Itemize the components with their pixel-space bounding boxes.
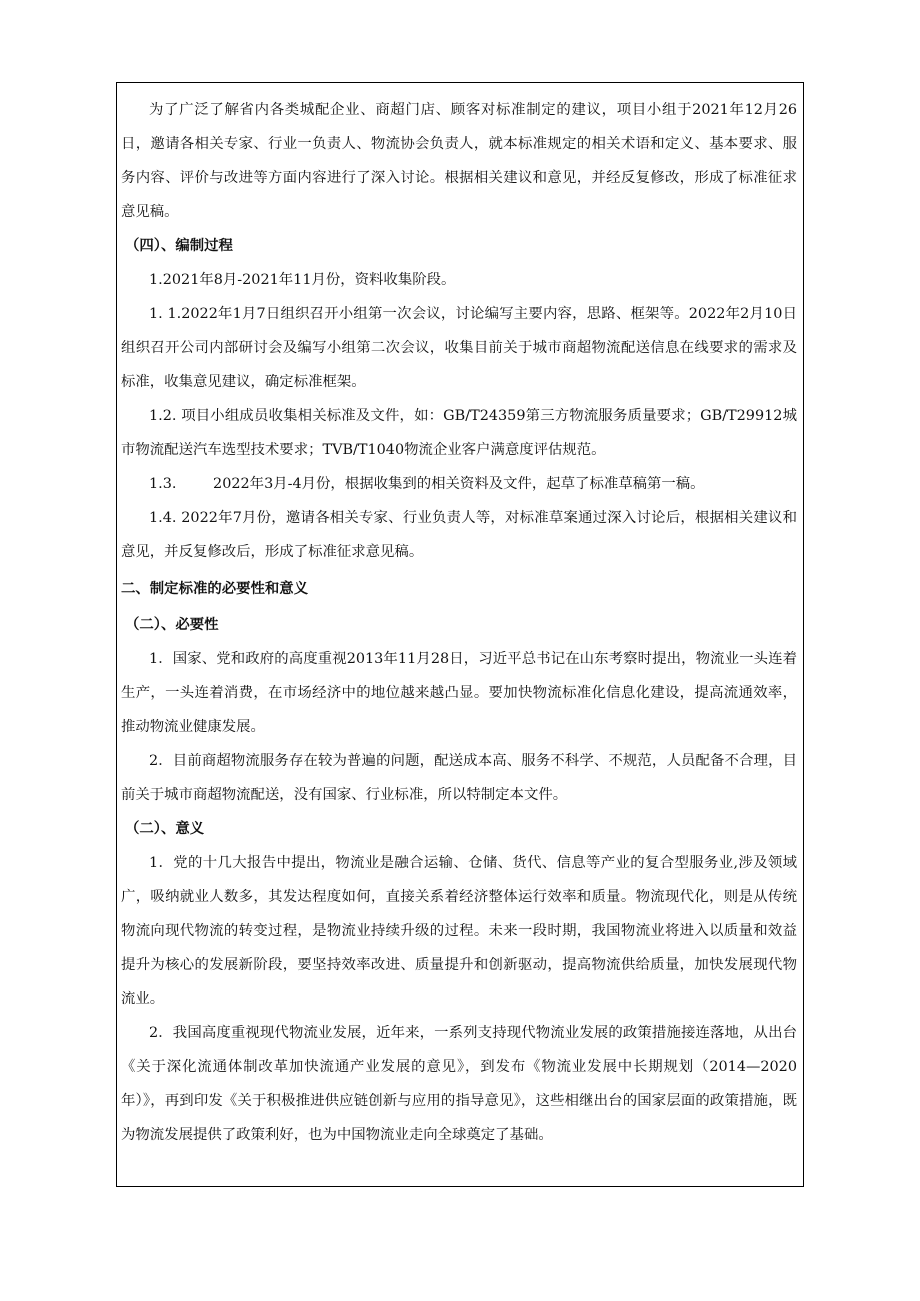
document-body <box>116 82 804 1187</box>
paragraph: 1.4. 2022年7月份，邀请各相关专家、行业负责人等，对标准草案通过深入讨论后，根据相关建议和意见，并反复修改后，形成了标准征求意见稿。 <box>121 510 797 560</box>
paragraph: 1．党的十几大报告中提出，物流业是融合运输、仓储、货代、信息等产业的复合型服务业,涉及领域广，吸纳就业人数多，其发达程度如何，直接关系着经济整体运行效率和质量。物流现代化，则是从传统物流向现代物流的转变过程，是物流业持续升级的过程。未来一段时期，我国物流业将进入以质量和效益提升为核心的发展新阶段，要坚持效率改进、质量提升和创新驱动，提高物流供给质量，加快发展现代物流业。 <box>121 855 797 1007</box>
paragraph: 1．国家、党和政府的高度重视2013年11月28日，习近平总书记在山东考察时提出，物流业一头连着生产，一头连着消费，在市场经济中的地位越来越凸显。要加快物流标准化信息化建设，提高流通效率，推动物流业健康发展。 <box>121 651 797 735</box>
paragraph: 1.3. 2022年3月-4月份，根据收集到的相关资料及文件，起草了标准草稿第一稿。 <box>149 476 705 492</box>
paragraph: 为了广泛了解省内各类城配企业、商超门店、顾客对标准制定的建议，项目小组于2021年12月26日，邀请各相关专家、行业一负责人、物流协会负责人，就本标准规定的相关术语和定义、基本要求、服务内容、评价与改进等方面内容进行了深入讨论。根据相关建议和意见，并经反复修改，形成了标准征求意见稿。 <box>121 102 797 220</box>
section-heading: 二、制定标准的必要性和意义 <box>121 581 309 597</box>
paragraph: 1.2. 项目小组成员收集相关标准及文件，如：GB/T24359第三方物流服务质量要求；GB/T29912城市物流配送汽车选型技术要求；TVB/T1040物流企业客户满意度评估规范。 <box>121 408 797 458</box>
paragraph: 1. 1.2022年1月7日组织召开小组第一次会议，讨论编写主要内容，思路、框架等。2022年2月10日组织召开公司内部研讨会及编写小组第二次会议，收集目前关于城市商超物流配送信息在线要求的需求及标准，收集意见建议，确定标准框架。 <box>121 306 797 390</box>
section-subheading: （四）、编制过程 <box>125 238 233 254</box>
paragraph: 1.2021年8月-2021年11月份，资料收集阶段。 <box>149 272 456 288</box>
section-subheading: （二）、必要性 <box>125 617 219 633</box>
section-subheading: （二）、意义 <box>125 821 205 837</box>
paragraph: 2．目前商超物流服务存在较为普遍的问题，配送成本高、服务不科学、不规范，人员配备不合理，目前关于城市商超物流配送，没有国家、行业标准，所以特制定本文件。 <box>121 753 797 803</box>
paragraph: 2．我国高度重视现代物流业发展，近年来，一系列支持现代物流业发展的政策措施接连落地，从出台《关于深化流通体制改革加快流通产业发展的意见》，到发布《物流业发展中长期规划（2014—2020年）》，再到印发《关于积极推进供应链创新与应用的指导意见》，这些相继出台的国家层面的政策措施，既为物流发展提供了政策利好，也为中国物流业走向全球奠定了基础。 <box>121 1025 797 1143</box>
